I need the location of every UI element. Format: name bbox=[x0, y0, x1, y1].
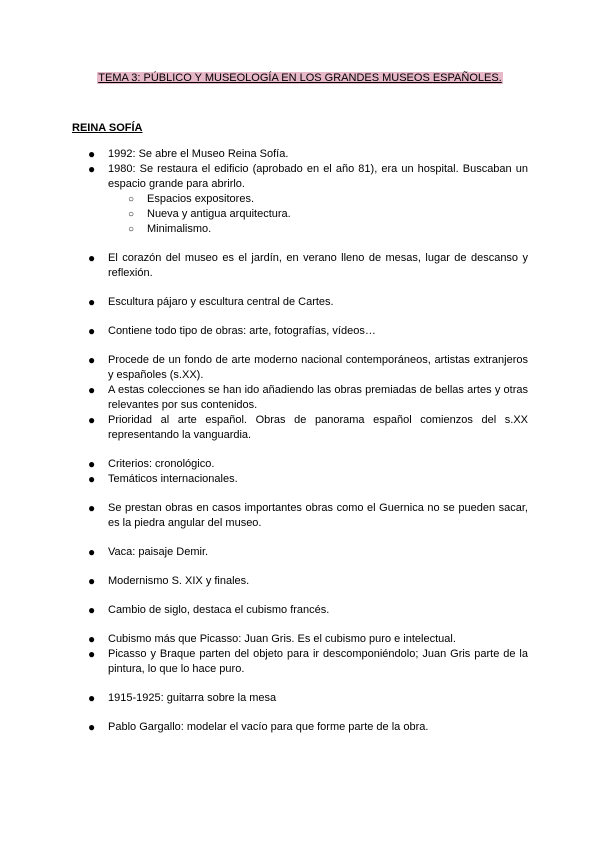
bullet-icon: ● bbox=[88, 720, 96, 734]
bullet-icon: ● bbox=[88, 353, 96, 367]
bullet-icon: ● bbox=[88, 147, 96, 161]
hollow-bullet-icon: ○ bbox=[128, 209, 135, 220]
bullet-icon: ● bbox=[88, 691, 96, 705]
list-item: ● Prioridad al arte español. Obras de panorama español comienzos del s.XX representando la vanguardia. bbox=[88, 413, 528, 441]
list-item: ● El corazón del museo es el jardín, en verano lleno de mesas, lugar de descanso y reflexión. bbox=[88, 251, 528, 279]
list-item: ● 1980: Se restaura el edificio (aprobado en el año 81), era un hospital. Buscaban un espacio grande para abrirlo. bbox=[88, 162, 528, 190]
bullet-icon: ● bbox=[88, 324, 96, 338]
sub-list-item: ○ Minimalismo. bbox=[128, 223, 212, 235]
bullet-icon: ● bbox=[88, 162, 96, 176]
document-title bbox=[0, 71, 600, 85]
bullet-icon: ● bbox=[88, 574, 96, 588]
title-text: TEMA 3: PÚBLICO Y MUSEOLOGÍA EN LOS GRANDES MUSEOS ESPAÑOLES. bbox=[98, 72, 502, 84]
hollow-bullet-icon: ○ bbox=[128, 224, 135, 235]
list-item: ● Procede de un fondo de arte moderno nacional contemporáneos, artistas extranjeros y españoles (s.XX). bbox=[88, 353, 528, 381]
bullet-icon: ● bbox=[88, 545, 96, 559]
list-item: ● Temáticos internacionales. bbox=[88, 472, 238, 486]
sub-list-item: ○ Nueva y antigua arquitectura. bbox=[128, 208, 291, 220]
bullet-icon: ● bbox=[88, 457, 96, 471]
list-item: ● Cubismo más que Picasso: Juan Gris. Es el cubismo puro e intelectual. bbox=[88, 632, 456, 646]
list-item: ● Escultura pájaro y escultura central de Cartes. bbox=[88, 295, 334, 309]
bullet-icon: ● bbox=[88, 413, 96, 427]
list-item: ● 1915-1925: guitarra sobre la mesa bbox=[88, 691, 277, 705]
bullet-list bbox=[88, 147, 528, 735]
list-item: ● Pablo Gargallo: modelar el vacío para que forme parte de la obra. bbox=[88, 720, 429, 734]
bullet-icon: ● bbox=[88, 295, 96, 309]
list-item: ● Cambio de siglo, destaca el cubismo francés. bbox=[88, 603, 330, 617]
list-item: ● Vaca: paisaje Demir. bbox=[88, 545, 209, 559]
list-item: ● Se prestan obras en casos importantes obras como el Guernica no se pueden sacar, es la piedra angular del museo. bbox=[88, 501, 528, 529]
bullet-icon: ● bbox=[88, 251, 96, 265]
bullet-icon: ● bbox=[88, 632, 96, 646]
bullet-icon: ● bbox=[88, 383, 96, 397]
bullet-icon: ● bbox=[88, 472, 96, 486]
section-heading: REINA SOFÍA bbox=[72, 122, 143, 134]
hollow-bullet-icon: ○ bbox=[128, 194, 135, 205]
list-item: ● Modernismo S. XIX y finales. bbox=[88, 574, 250, 588]
list-item: ● A estas colecciones se han ido añadiendo las obras premiadas de bellas artes y otras relevantes por sus contenidos. bbox=[88, 383, 528, 411]
list-item: ● Contiene todo tipo de obras: arte, fotografías, vídeos… bbox=[88, 324, 376, 338]
list-item: ● 1992: Se abre el Museo Reina Sofía. bbox=[88, 147, 289, 161]
list-item: ● Criterios: cronológico. bbox=[88, 457, 215, 471]
bullet-icon: ● bbox=[88, 647, 96, 661]
sub-list-item: ○ Espacios expositores. bbox=[128, 193, 254, 205]
bullet-icon: ● bbox=[88, 501, 96, 515]
bullet-icon: ● bbox=[88, 603, 96, 617]
list-item: ● Picasso y Braque parten del objeto para ir descomponiéndolo; Juan Gris parte de la pintura, lo que lo hace puro. bbox=[88, 647, 528, 675]
